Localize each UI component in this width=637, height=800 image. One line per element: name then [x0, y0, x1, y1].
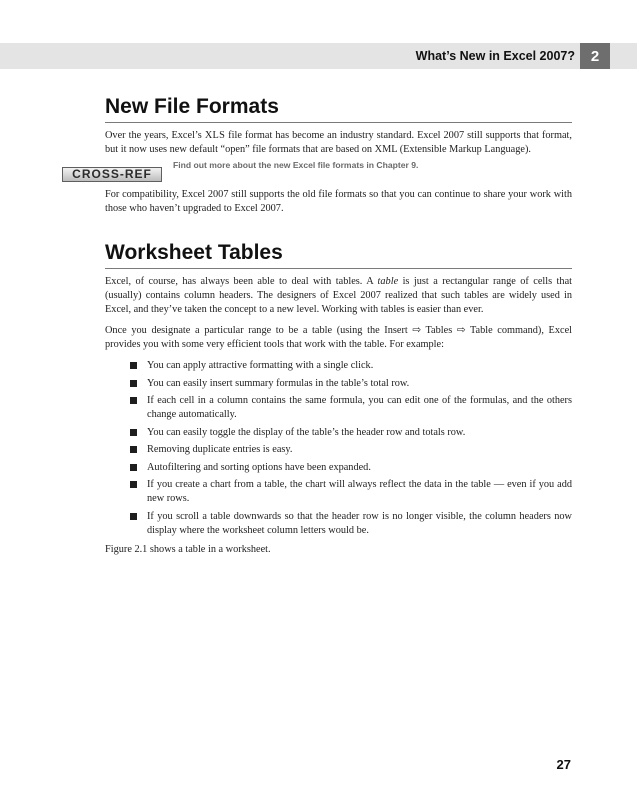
section-heading-worksheet-tables: Worksheet Tables	[105, 240, 572, 269]
paragraph-tables-intro	[105, 275, 572, 317]
paragraph-text: file format has become an industry standard. Excel 2007 still supports that format, but it now uses new default “open” file formats that are based on XML (Extensible Markup Language).	[105, 130, 572, 155]
square-bullet-icon	[130, 481, 137, 488]
bullet-text: If you create a chart from a table, the chart will always reflect the data in the table — even if you add new rows.	[147, 479, 572, 504]
bullet-item	[105, 426, 572, 440]
bullet-text: Autofiltering and sorting options have been expanded.	[147, 461, 371, 473]
feature-bullet-list	[105, 359, 572, 538]
bullet-item	[105, 443, 572, 457]
table-term: table	[377, 276, 399, 287]
paragraph-file-formats	[105, 129, 572, 157]
paragraph-table-command: Once you designate a particular range to be a table (using the Insert ⇨ Tables ⇨ Table command), Excel provides you with some very efficient tools that work with the table. For example:	[105, 325, 572, 350]
bullet-text: You can easily insert summary formulas in the table’s total row.	[147, 377, 410, 389]
square-bullet-icon	[130, 380, 137, 387]
bullet-text: You can easily toggle the display of the table’s the header row and totals row.	[147, 426, 466, 438]
square-bullet-icon	[130, 464, 137, 471]
paragraph-text: is just a rectangular range of cells that (usually) contains column headers. The designers of Excel 2007 realized that such tables are widely used in Excel, and they’ve taken the concept to a new level. Working with tables is easier than ever.	[105, 276, 573, 315]
bullet-text: Removing duplicate entries is easy.	[147, 444, 293, 455]
page-content	[72, 94, 573, 557]
paragraph-compatibility: For compatibility, Excel 2007 still supports the old file formats so that you can continue to share your work with those who haven’t upgraded to Excel 2007.	[105, 189, 572, 214]
square-bullet-icon	[130, 429, 137, 436]
bullet-item	[105, 359, 572, 373]
cross-ref-logo: CROSS-REF	[62, 167, 162, 182]
bullet-item	[105, 394, 572, 422]
square-bullet-icon	[130, 446, 137, 453]
square-bullet-icon	[130, 397, 137, 404]
bullet-text: If each cell in a column contains the same formula, you can edit one of the formulas, and the others change automatically.	[147, 395, 572, 420]
bullet-text: If you scroll a table downwards so that the header row is no longer visible, the column headers now display where the worksheet column letters would be.	[147, 510, 572, 536]
bullet-text: You can apply attractive formatting with a single click.	[147, 360, 374, 371]
bullet-item	[105, 377, 572, 391]
running-header	[0, 43, 637, 69]
cross-ref-note	[72, 160, 572, 188]
running-header-title: What’s New in Excel 2007?	[415, 49, 575, 63]
page-number: 27	[556, 757, 571, 772]
square-bullet-icon	[130, 513, 137, 520]
bullet-item	[105, 510, 572, 538]
bullet-item	[105, 461, 572, 475]
paragraph-text: Over the years, Excel’s	[105, 130, 205, 141]
section-heading-new-file-formats: New File Formats	[105, 94, 572, 123]
cross-ref-text: Find out more about the new Excel file formats in Chapter 9.	[173, 160, 419, 170]
paragraph-figure-reference: Figure 2.1 shows a table in a worksheet.	[105, 543, 271, 555]
chapter-number-badge: 2	[580, 43, 610, 69]
paragraph-text: Excel, of course, has always been able to deal with tables. A	[105, 276, 378, 287]
bullet-item	[105, 478, 572, 506]
square-bullet-icon	[130, 362, 137, 369]
file-format-term: XLS	[204, 130, 226, 141]
